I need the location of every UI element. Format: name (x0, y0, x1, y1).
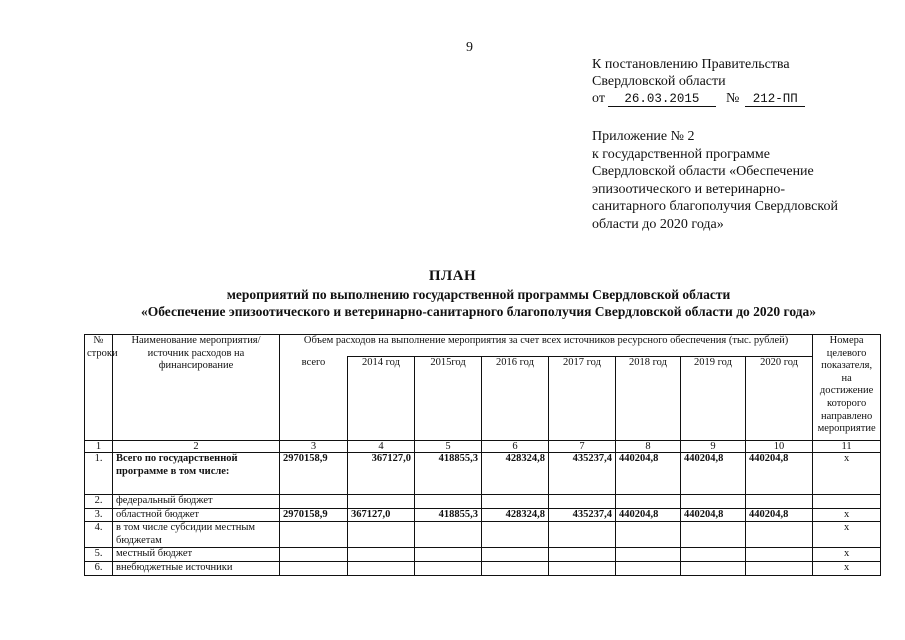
column-number: 1 (85, 441, 113, 453)
header-target-indicator: Номера целевого показателя, на достижение которого направлено мероприятие (813, 335, 881, 441)
row-number: 6. (85, 561, 113, 575)
date-prefix: от (592, 91, 605, 106)
plan-title: ПЛАН (428, 268, 477, 284)
header-expense-volume: Объем расходов на выполнение мероприятия за счет всех источников ресурсного обеспечения (тыс. рублей) (280, 335, 813, 357)
number-prefix: № (725, 91, 740, 106)
row-2014 (348, 495, 415, 509)
row-2015 (415, 522, 482, 548)
row-number: 5. (85, 548, 113, 562)
row-2016: 428324,8 (482, 453, 549, 495)
header-2014: 2014 год (348, 357, 415, 441)
plan-table (84, 334, 881, 576)
row-number: 4. (85, 522, 113, 548)
table-row (85, 522, 881, 548)
row-total (280, 548, 348, 562)
row-2020 (746, 522, 813, 548)
header-2016: 2016 год (482, 357, 549, 441)
row-2015 (415, 561, 482, 575)
header-total: всего (280, 357, 348, 441)
row-2019 (681, 495, 746, 509)
table-header-row (85, 335, 881, 357)
column-number: 10 (746, 441, 813, 453)
row-2019: 440204,8 (681, 508, 746, 522)
plan-subtitle-line-2: «Обеспечение эпизоотического и ветеринарно-санитарного благополучия Свердловской области до 2020 года» (140, 304, 817, 319)
row-target: х (813, 561, 881, 575)
row-2014: 367127,0 (348, 453, 415, 495)
header-activity-name: Наименование мероприятия/ источник расходов на финансирование (113, 335, 280, 441)
appendix-line-2: к государственной программе (592, 146, 770, 162)
row-2015 (415, 495, 482, 509)
plan-subtitle-line-1: мероприятий по выполнению государственной программы Свердловской области (226, 287, 731, 302)
resolution-number: 212-ПП (745, 92, 805, 107)
column-number: 3 (280, 441, 348, 453)
row-2015: 418855,3 (415, 508, 482, 522)
table-row (85, 453, 881, 495)
row-2020: 440204,8 (746, 508, 813, 522)
row-2018 (616, 522, 681, 548)
row-total (280, 495, 348, 509)
header-row-number: № строки (85, 335, 113, 441)
row-number: 1. (85, 453, 113, 495)
appendix-line-1: Приложение № 2 (592, 129, 695, 144)
appendix-line-5: санитарного благополучия Свердловской (592, 199, 838, 214)
row-2020: 440204,8 (746, 453, 813, 495)
column-number: 11 (813, 441, 881, 453)
table-row (85, 548, 881, 562)
table-row (85, 508, 881, 522)
column-number: 2 (113, 441, 280, 453)
resolution-date: 26.03.2015 (608, 92, 716, 107)
row-total (280, 522, 348, 548)
row-2019 (681, 548, 746, 562)
column-number: 9 (681, 441, 746, 453)
page-number: 9 (466, 40, 473, 55)
row-2018 (616, 495, 681, 509)
table-row (85, 561, 881, 575)
header-2015: 2015год (415, 357, 482, 441)
row-2018 (616, 561, 681, 575)
row-2016 (482, 522, 549, 548)
column-number: 8 (616, 441, 681, 453)
row-2017: 435237,4 (549, 508, 616, 522)
row-number: 2. (85, 495, 113, 509)
column-number: 7 (549, 441, 616, 453)
row-2019 (681, 561, 746, 575)
column-number-row (85, 441, 881, 453)
appendix-line-4: эпизоотического и ветеринарно- (592, 181, 786, 197)
row-2014 (348, 561, 415, 575)
row-2018: 440204,8 (616, 508, 681, 522)
row-2015: 418855,3 (415, 453, 482, 495)
header-line-1: К постановлению Правительства (592, 57, 790, 72)
row-2019: 440204,8 (681, 453, 746, 495)
row-2020 (746, 561, 813, 575)
row-total (280, 561, 348, 575)
appendix-line-6: области до 2020 года» (592, 216, 724, 232)
header-2017: 2017 год (549, 357, 616, 441)
row-name: областной бюджет (113, 508, 280, 522)
resolution-date-line (592, 90, 805, 107)
row-name: в том числе субсидии местным бюджетам (113, 522, 280, 548)
resolution-header (592, 56, 805, 107)
row-2016: 428324,8 (482, 508, 549, 522)
row-name: местный бюджет (113, 548, 280, 562)
row-2014 (348, 522, 415, 548)
row-total: 2970158,9 (280, 508, 348, 522)
table-row (85, 495, 881, 509)
row-target: х (813, 453, 881, 495)
header-2020: 2020 год (746, 357, 813, 441)
column-number: 4 (348, 441, 415, 453)
row-2018 (616, 548, 681, 562)
row-2017 (549, 495, 616, 509)
row-name: федеральный бюджет (113, 495, 280, 509)
row-target: х (813, 522, 881, 548)
row-2014: 367127,0 (348, 508, 415, 522)
row-name: Всего по государственной программе в том числе: (113, 453, 280, 495)
row-target: х (813, 548, 881, 562)
header-2019: 2019 год (681, 357, 746, 441)
column-number: 5 (415, 441, 482, 453)
row-2017: 435237,4 (549, 453, 616, 495)
row-target: х (813, 508, 881, 522)
column-number: 6 (482, 441, 549, 453)
row-2017 (549, 522, 616, 548)
row-name: внебюджетные источники (113, 561, 280, 575)
row-2020 (746, 548, 813, 562)
row-2017 (549, 561, 616, 575)
row-target (813, 495, 881, 509)
row-2015 (415, 548, 482, 562)
row-2018: 440204,8 (616, 453, 681, 495)
plan-subtitle (0, 286, 905, 320)
appendix-note (592, 128, 838, 233)
row-2020 (746, 495, 813, 509)
row-2016 (482, 561, 549, 575)
appendix-line-3: Свердловской области «Обеспечение (592, 164, 814, 179)
row-total: 2970158,9 (280, 453, 348, 495)
row-number: 3. (85, 508, 113, 522)
row-2017 (549, 548, 616, 562)
header-2018: 2018 год (616, 357, 681, 441)
row-2016 (482, 548, 549, 562)
header-line-2: Свердловской области (592, 74, 726, 89)
row-2016 (482, 495, 549, 509)
row-2014 (348, 548, 415, 562)
row-2019 (681, 522, 746, 548)
